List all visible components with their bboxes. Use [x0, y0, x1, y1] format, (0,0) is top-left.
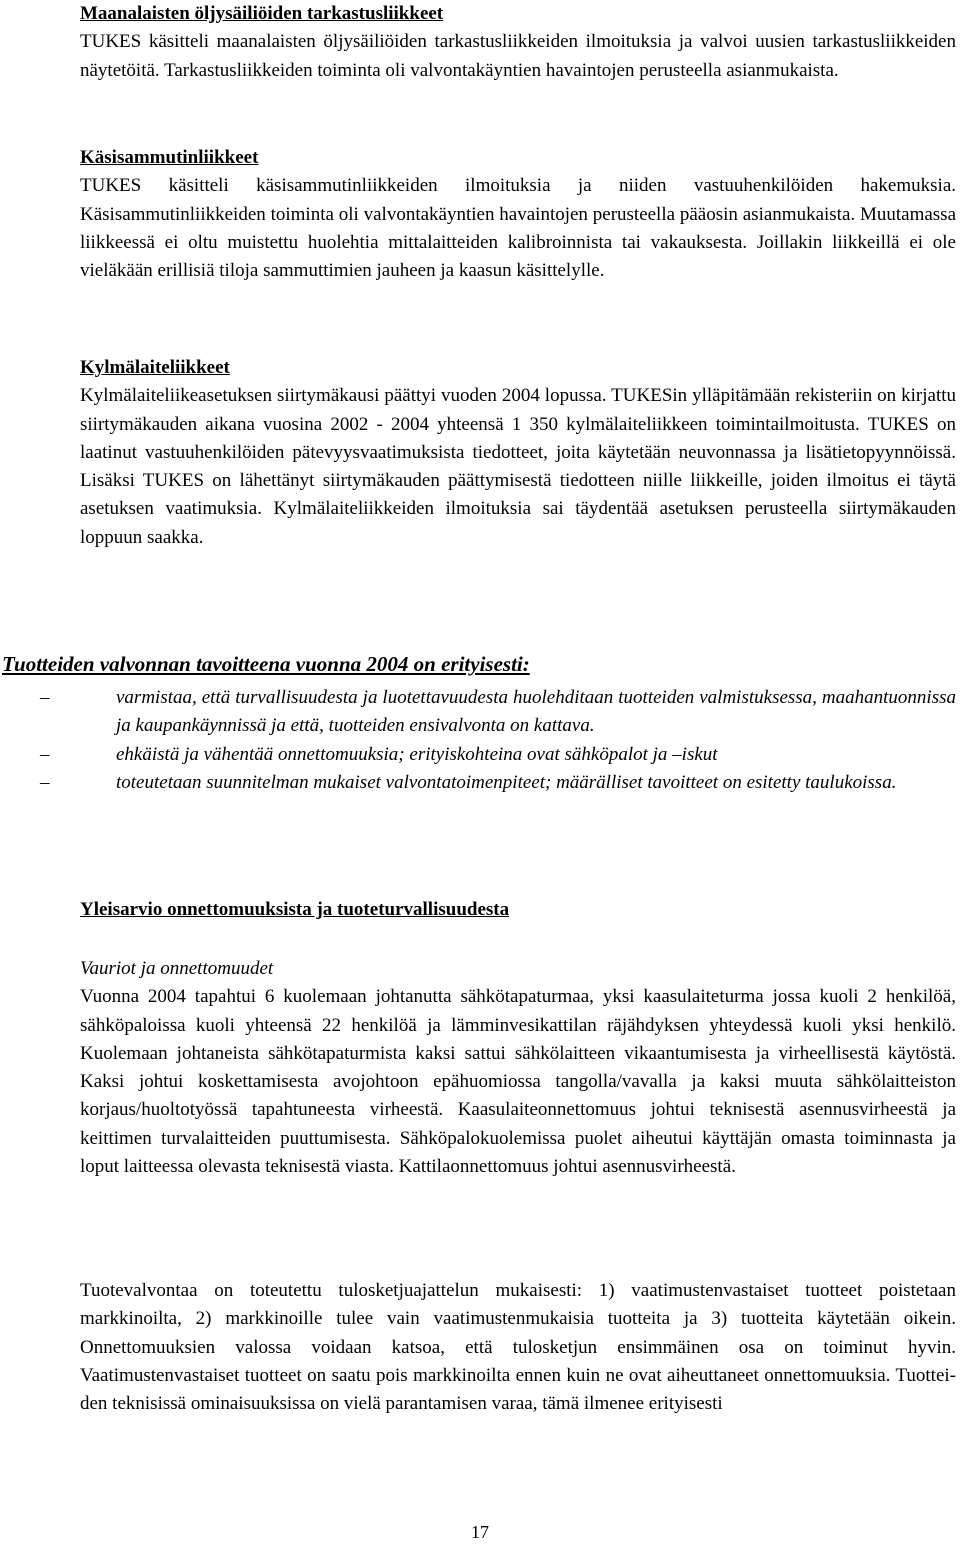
section-text-extinguishers: TUKES käsitteli käsisammutinliikkeiden ilmoituksia ja niiden vastuuhenkilöiden hakemuksia. Käsisammutinliikkeiden toiminta oli valvontakäyntien havaintojen perusteella pääosin asianmukaista. Muutamassa liikkeessä ei oltu muistettu huolehtia mittalaitteiden kalibroinnista tai vakauksesta. Joillakin liikkeillä ei ole vieläkään erillisiä tiloja sammuttimien jauheen ja kaasun käsittelylle.	[80, 175, 956, 282]
dash-bullet: –	[40, 771, 50, 793]
subheading-accidents: Vauriot ja onnettomuudet	[80, 958, 274, 979]
goal-text: ehkäistä ja vähentää onnettomuuksia; erityiskohteina ovat sähköpalot ja –iskut	[116, 743, 718, 765]
goal-item	[0, 741, 956, 769]
section-heading-refrigeration: Kylmälaiteliikkeet	[80, 357, 230, 378]
goal-text: varmistaa, että turvallisuudesta ja luotettavuudesta huolehditaan tuotteiden valmistuksessa, maahantuonnissa ja kaupankäynnissä ja että, tuotteiden ensivalvonta on kattava.	[116, 687, 956, 737]
goal-text: toteutetaan suunnitelman mukaiset valvontatoimenpiteet; määrälliset tavoitteet on esitetty taulukoissa.	[116, 771, 897, 793]
paragraph-accidents: Vuonna 2004 tapahtui 6 kuolemaan johtanutta sähkötapaturmaa, yksi kaasulaiteturma jossa kuoli 2 henkilöä, sähköpaloissa kuoli yhteensä 22 henkilöä ja lämminvesikattilan räjähdyksen yhteydessä kuoli yksi henkilö. Kuolemaan johtaneista sähkötapaturmista kaksi sattui sähkölaitteen vikaantumisesta ja virheellisestä käytöstä. Kaksi johtui koskettamisesta avojohtoon epähuomiossa tangolla/vavalla ja kaksi muuta sähkölaitteiston korjaus/huoltotyössä tapahtuneesta virheestä. Kaasulaiteonnettomuus johtui teknisestä asennusvirheestä ja keittimen turvalaitteiden puuttumisesta. Sähköpalokuolemissa puolet aiheutui käyttäjän omasta toiminnasta ja loput laitteessa olevasta teknisestä viasta. Kattilaonnettomuus johtui asennusvirheestä.	[80, 986, 956, 1178]
paragraph-product-control: Tuotevalvontaa on toteutettu tulosketjuajattelun mukaisesti: 1) vaatimustenvastaiset tuotteet poistetaan markkinoilta, 2) markkinoille tulee vain vaatimustenmukaisia tuotteita ja 3) tuotteita käytetään oikein. Onnettomuuksien valossa voidaan katsoa, että tulosketjun ensimmäinen osa on toiminut hyvin. Vaatimustenvastaiset tuotteet on saatu pois markkinoilta ennen kuin ne ovat aiheuttaneet onnettomuuksia. Tuotteiden teknisissä ominaisuuksissa on vielä parantamisen varaa, tämä ilmenee erityisesti	[80, 1280, 956, 1415]
dash-bullet: –	[40, 743, 50, 765]
page-number: 17	[471, 1522, 489, 1542]
section-heading-overview: Yleisarvio onnettomuuksista ja tuoteturvallisuudesta	[80, 899, 510, 920]
section-refrigeration	[80, 354, 956, 552]
goal-item	[0, 769, 956, 797]
goals-heading: Tuotteiden valvonnan tavoitteena vuonna 2004 on erityisesti:	[2, 652, 530, 676]
section-text-oil-tanks: TUKES käsitteli maanalaisten öljysäiliöiden tarkastusliikkeiden ilmoituksia ja valvoi uusien tarkastusliikkeiden näytetöitä. Tarkastusliikkeiden toiminta oli valvontakäyntien havaintojen perusteella asianmukaista.	[80, 31, 956, 81]
section-overview	[80, 896, 956, 924]
section-extinguishers	[80, 144, 956, 285]
goals-list	[0, 684, 956, 797]
section-text-refrigeration: Kylmälaiteliikeasetuksen siirtymäkausi päättyi vuoden 2004 lopussa. TUKESin ylläpitämään rekisteriin on kirjattu siirtymäkauden aikana vuosina 2002 - 2004 yhteensä 1 350 kylmälaiteliikkeen toimintailmoitusta. TUKES on laatinut vastuuhenkilöiden pätevyysvaatimuksista tiedotteet, joita käytetään neuvonnassa ja lisätietopyynnöissä. Lisäksi TUKES on lähettänyt siirtymäkauden päättymisestä tiedotteen niille liikkeille, joiden ilmoitus ei täytä asetuksen vaatimuksia. Kylmälaiteliikkeiden ilmoituksia sai täydentää asetuksen perusteella siirtymäkauden loppuun saakka.	[80, 385, 956, 548]
goal-item	[0, 684, 956, 741]
dash-bullet: –	[40, 687, 50, 708]
section-product-control	[80, 1277, 956, 1418]
section-heading-extinguishers: Käsisammutinliikkeet	[80, 147, 259, 168]
section-oil-tanks	[80, 0, 956, 85]
section-heading-oil-tanks: Maanalaisten öljysäiliöiden tarkastusliikkeet	[80, 3, 444, 24]
section-accidents	[80, 955, 956, 1181]
